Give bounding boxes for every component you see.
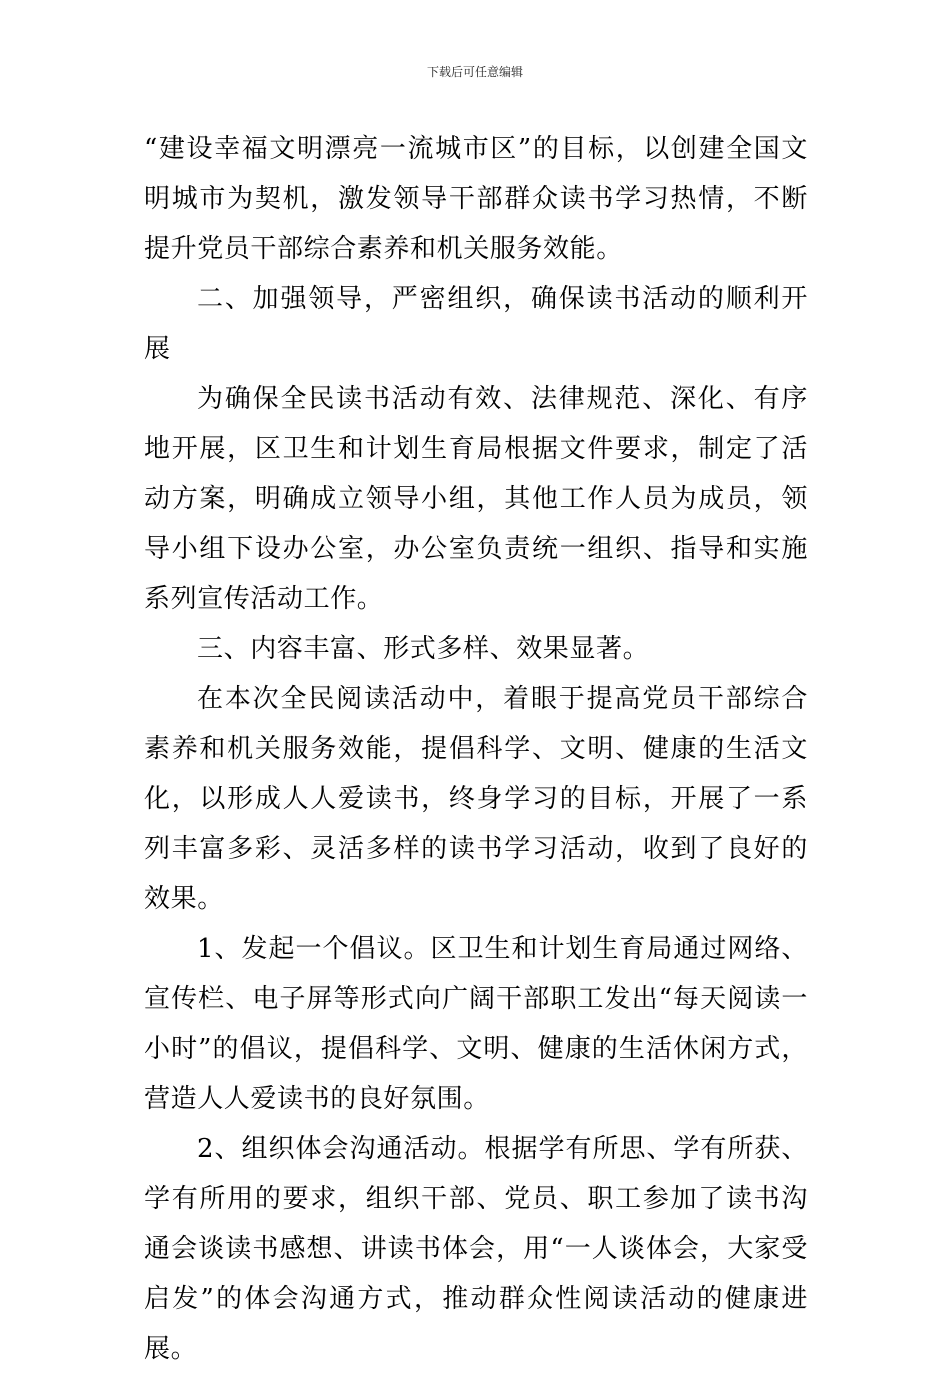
document-body [144,124,808,1374]
paragraph-item-2: 2、组织体会沟通活动。根据学有所思、学有所获、学有所用的要求，组织干部、党员、职工参加了读书沟通会谈读书感想、讲读书体会，用“一人谈体会，大家受启发”的体会沟通方式，推动群众性阅读活动的健康进展。 [144,1134,808,1364]
paragraph-reading-activity: 在本次全民阅读活动中，着眼于提高党员干部综合素养和机关服务效能，提倡科学、文明、健康的生活文化，以形成人人爱读书，终身学习的目标，开展了一系列丰富多彩、灵活多样的读书学习活动，收到了良好的效果。 [144,684,808,914]
section-heading-2: 二、加强领导，严密组织，确保读书活动的顺利开展 [144,284,808,364]
page-header-note: 下载后可任意编辑 [426,65,523,79]
section-heading-3: 三、内容丰富、形式多样、效果显著。 [197,634,650,664]
paragraph-continuation: “建设幸福文明漂亮一流城市区”的目标，以创建全国文明城市为契机，激发领导干部群众读书学习热情，不断提升党员干部综合素养和机关服务效能。 [144,134,808,264]
paragraph-item-1: 1、发起一个倡议。区卫生和计划生育局通过网络、宣传栏、电子屏等形式向广阔干部职工发出“每天阅读一小时”的倡议，提倡科学、文明、健康的生活休闲方式，营造人人爱读书的良好氛围。 [144,934,808,1114]
paragraph-leadership: 为确保全民读书活动有效、法律规范、深化、有序地开展，区卫生和计划生育局根据文件要求，制定了活动方案，明确成立领导小组，其他工作人员为成员，领导小组下设办公室，办公室负责统一组织、指导和实施系列宣传活动工作。 [144,384,808,614]
